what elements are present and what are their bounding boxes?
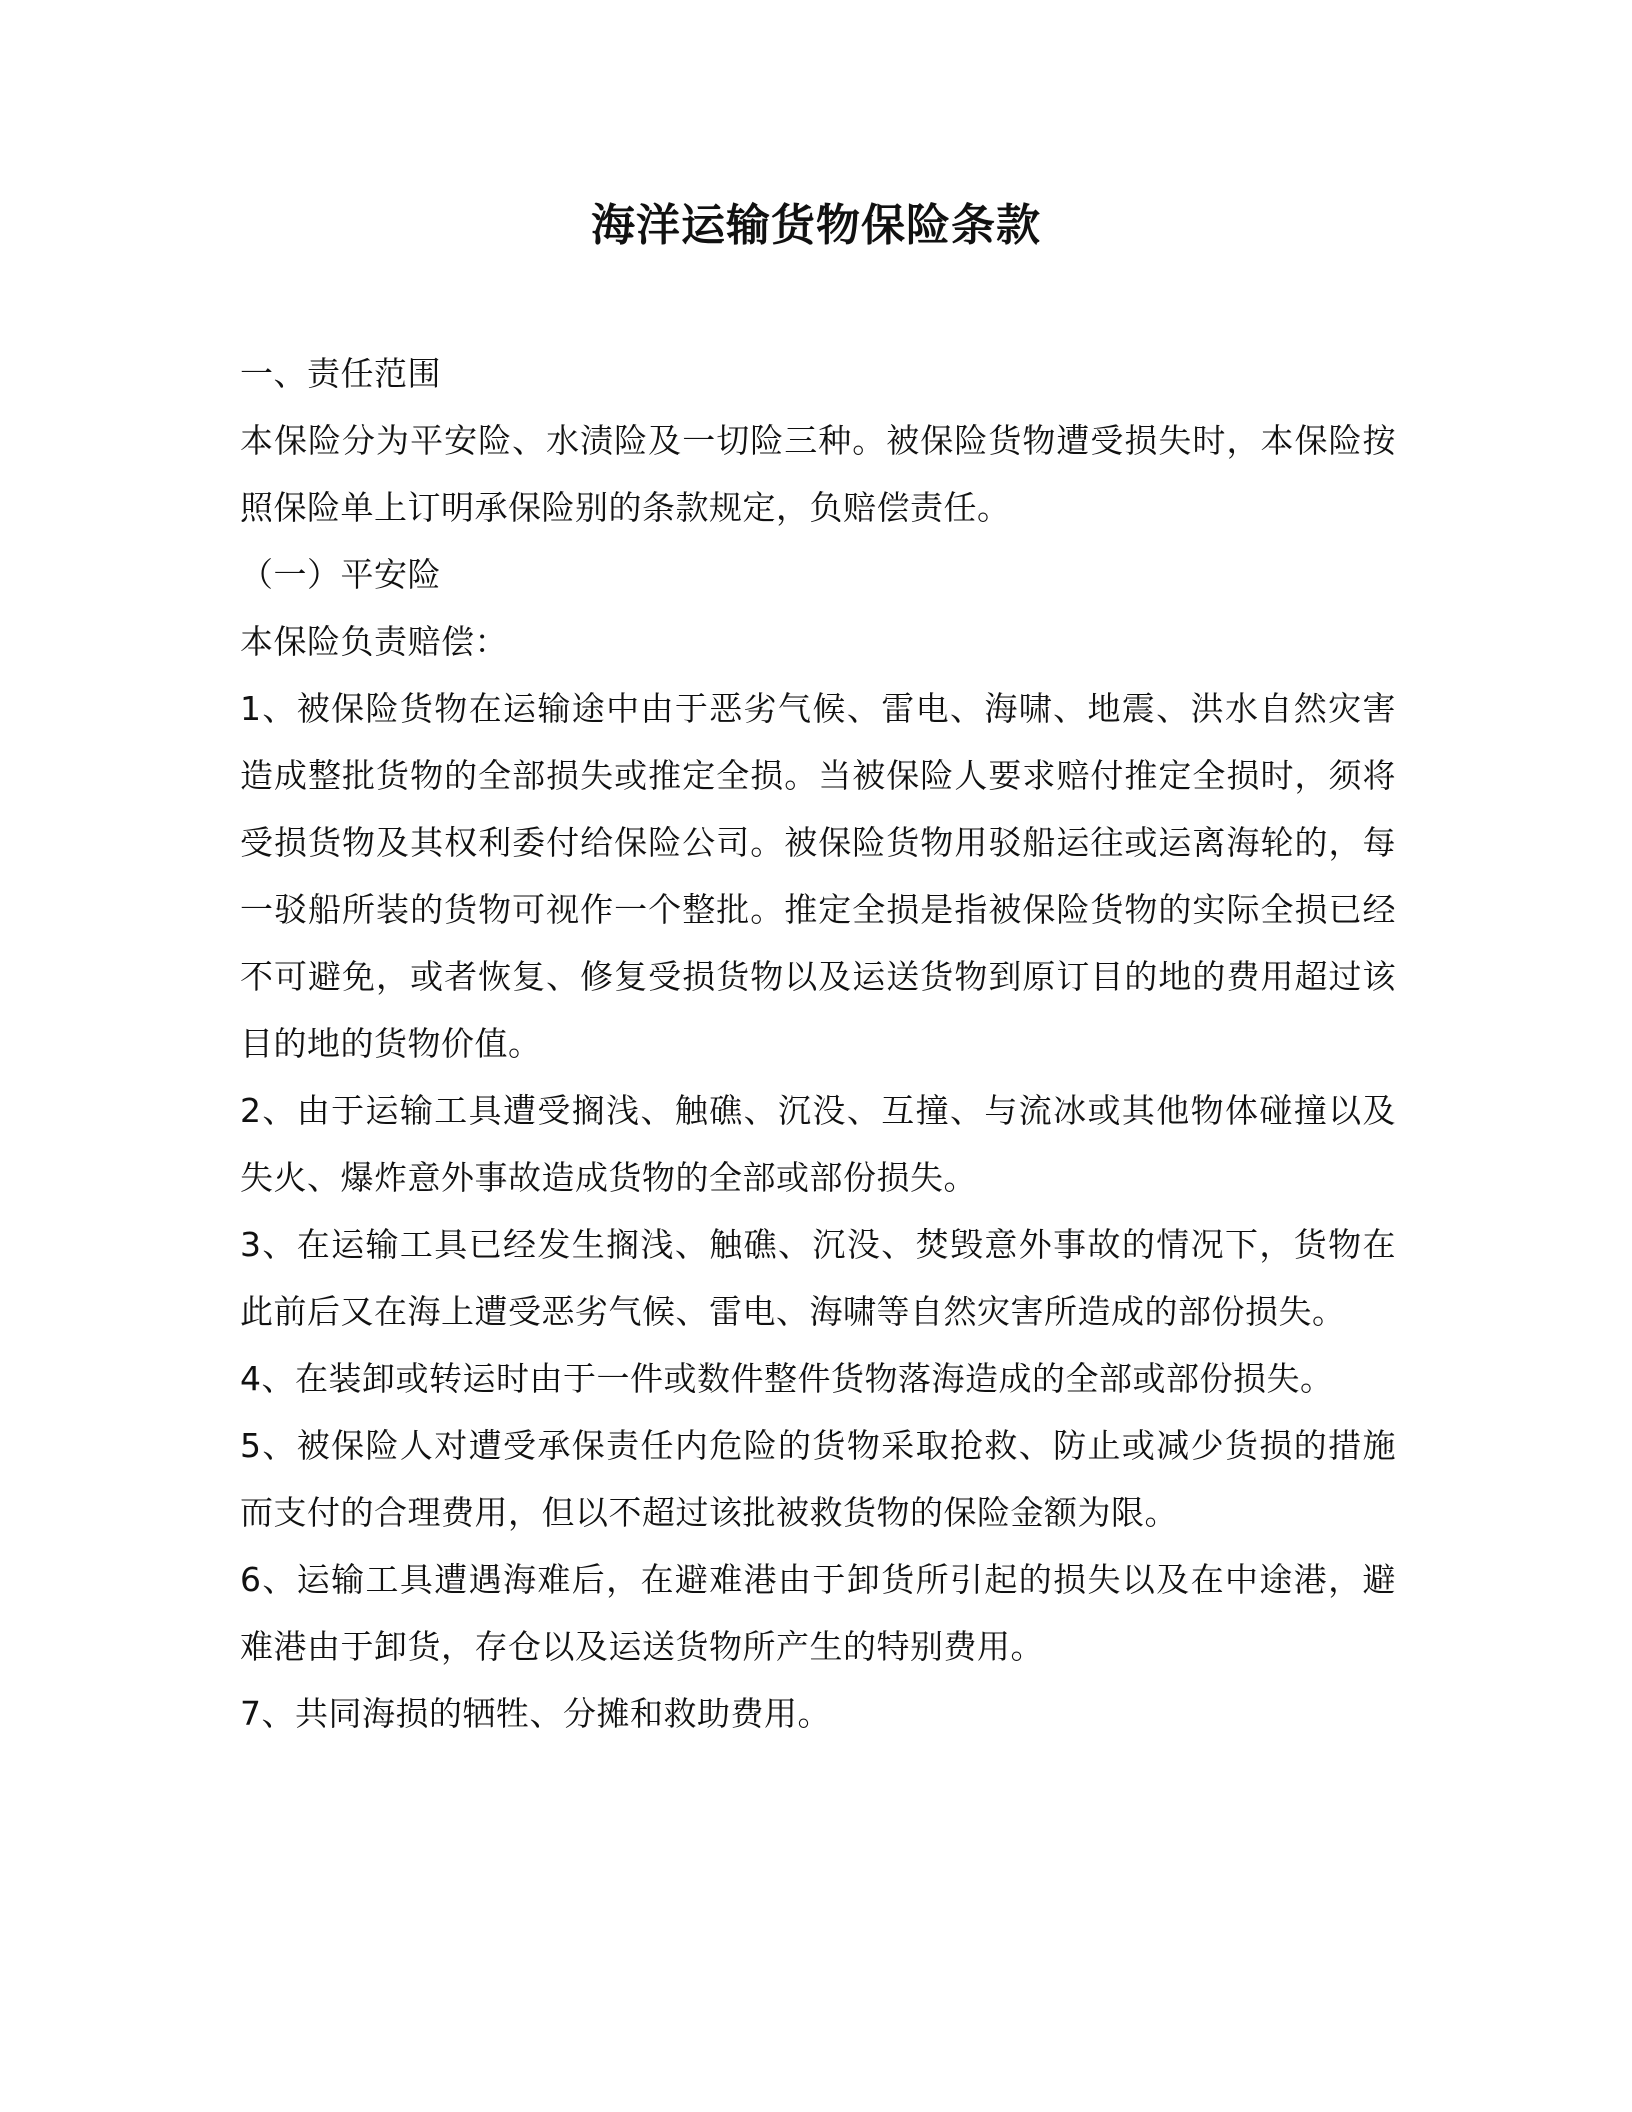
clause-item-5: 5、被保险人对遭受承保责任内危险的货物采取抢救、防止或减少货损的措施而支付的合理费用，但以不超过该批被救货物的保险金额为限。 <box>240 1426 1396 1532</box>
clause-item-4: 4、在装卸或转运时由于一件或数件整件货物落海造成的全部或部份损失。 <box>240 1359 1334 1398</box>
clause-item-7: 7、共同海损的牺牲、分摊和救助费用。 <box>240 1694 831 1733</box>
document-body <box>240 340 1396 1747</box>
section-heading: 一、责任范围 <box>240 354 441 393</box>
clause-item-6: 6、运输工具遭遇海难后，在避难港由于卸货所引起的损失以及在中途港，避难港由于卸货，存仓以及运送货物所产生的特别费用。 <box>240 1560 1396 1666</box>
clause-item-1: 1、被保险货物在运输途中由于恶劣气候、雷电、海啸、地震、洪水自然灾害造成整批货物的全部损失或推定全损。当被保险人要求赔付推定全损时，须将受损货物及其权利委付给保险公司。被保险货物用驳船运往或运离海轮的，每一驳船所装的货物可视作一个整批。推定全损是指被保险货物的实际全损已经不可避免，或者恢复、修复受损货物以及运送货物到原订目的地的费用超过该目的地的货物价值。 <box>240 689 1396 1063</box>
document-title: 海洋运输货物保险条款 <box>591 200 1041 251</box>
intro-paragraph: 本保险分为平安险、水渍险及一切险三种。被保险货物遭受损失时，本保险按照保险单上订明承保险别的条款规定，负赔偿责任。 <box>240 421 1396 527</box>
clause-item-3: 3、在运输工具已经发生搁浅、触礁、沉没、焚毁意外事故的情况下，货物在此前后又在海上遭受恶劣气候、雷电、海啸等自然灾害所造成的部份损失。 <box>240 1225 1396 1331</box>
coverage-intro: 本保险负责赔偿： <box>240 622 508 661</box>
clause-item-2: 2、由于运输工具遭受搁浅、触礁、沉没、互撞、与流冰或其他物体碰撞以及失火、爆炸意外事故造成货物的全部或部份损失。 <box>240 1091 1396 1197</box>
subsection-heading: （一）平安险 <box>240 555 441 594</box>
